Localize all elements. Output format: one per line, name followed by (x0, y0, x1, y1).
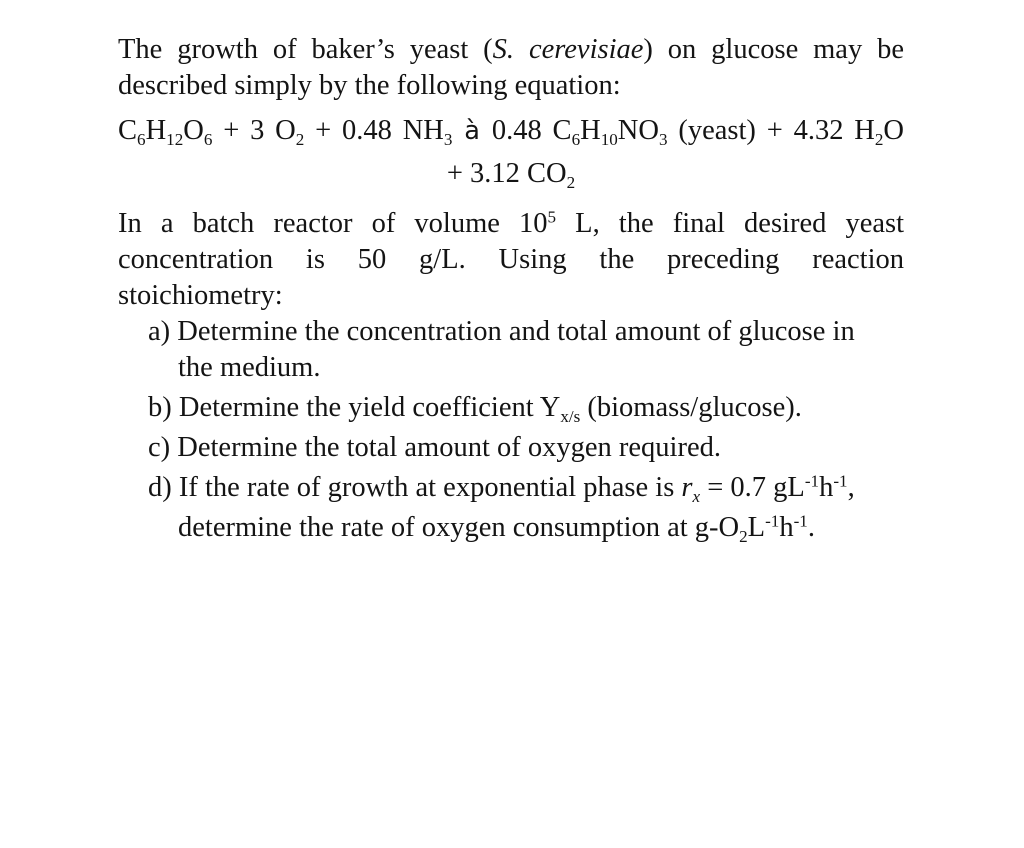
intro-paragraph (118, 32, 904, 104)
intro-text: The growth of baker’s yeast ( (118, 34, 493, 65)
eq-subscript: 3 (443, 129, 453, 149)
exponent: 5 (547, 207, 557, 227)
eq-text: O (183, 115, 204, 146)
problem-text: L, the final desired yeast (556, 208, 905, 239)
eq-text: O (883, 115, 905, 146)
eq-subscript: 2 (874, 129, 884, 149)
question-text: , (847, 472, 855, 503)
question-list (148, 314, 904, 546)
eq-text: NO (617, 115, 659, 146)
problem-line-2: concentration is 50 g/L. Using the preceding reaction (118, 244, 904, 275)
subscript: x/s (560, 406, 581, 426)
superscript: -1 (804, 471, 820, 491)
problem-paragraph (118, 206, 904, 314)
document (118, 32, 904, 546)
question-text: = 0.7 gL (700, 472, 805, 503)
problem-text: In a batch reactor of volume 10 (118, 208, 548, 239)
equation-line-1 (118, 108, 904, 154)
question-text: h (819, 472, 834, 503)
question-text: h (779, 512, 794, 543)
eq-text: 0.48 C (491, 115, 572, 146)
eq-subscript: 12 (166, 129, 184, 149)
superscript: -1 (793, 511, 808, 531)
question-label: c) (148, 432, 178, 463)
subscript: 2 (739, 526, 748, 546)
question-b (148, 390, 904, 426)
eq-subscript: 3 (658, 129, 668, 149)
intro-text: ) on glucose may be (643, 34, 904, 65)
species-name: S. cerevisiae (492, 34, 644, 65)
eq-text: + 3.12 CO (446, 158, 567, 189)
eq-text: + 0.48 NH (304, 115, 444, 146)
question-text: Determine the total amount of oxygen required. (177, 432, 721, 463)
question-label: b) (148, 392, 179, 423)
eq-text: + 3 O (212, 115, 296, 146)
question-text: . (807, 512, 815, 543)
eq-subscript: 6 (571, 129, 581, 149)
question-label: a) (148, 316, 178, 347)
eq-text: C (118, 115, 138, 146)
eq-subscript: 6 (203, 129, 213, 149)
question-text: determine the rate of oxygen consumption at g-O (178, 512, 740, 543)
superscript: -1 (765, 511, 780, 531)
intro-line-2: described simply by the following equation: (118, 70, 621, 101)
question-text: Determine the concentration and total amount of glucose in (177, 316, 855, 347)
problem-line-1 (118, 206, 904, 242)
question-text: the medium. (178, 352, 321, 383)
eq-text: H (145, 115, 167, 146)
eq-subscript: 10 (600, 129, 618, 149)
eq-subscript: 2 (566, 172, 576, 192)
problem-line-3: stoichiometry: (118, 280, 283, 311)
eq-subscript: 2 (295, 129, 305, 149)
equation-line-2 (118, 154, 904, 194)
question-c (148, 430, 904, 466)
eq-text: (yeast) + 4.32 H (667, 115, 875, 146)
question-label: d) (148, 472, 179, 503)
intro-line-1 (118, 32, 904, 68)
question-text: If the rate of growth at exponential phase is (178, 472, 682, 503)
question-a (148, 314, 904, 386)
subscript: x (692, 486, 701, 506)
question-text: (biomass/glucose). (580, 392, 802, 423)
eq-subscript: 6 (137, 129, 146, 149)
question-d-line-2 (148, 510, 904, 546)
question-text: Determine the yield coefficient Y (178, 392, 561, 423)
reaction-arrow: à (452, 116, 492, 146)
question-text: L (747, 512, 766, 543)
superscript: -1 (833, 471, 848, 491)
rate-symbol: r (681, 472, 693, 503)
eq-text: H (580, 115, 601, 146)
question-d (148, 470, 904, 546)
